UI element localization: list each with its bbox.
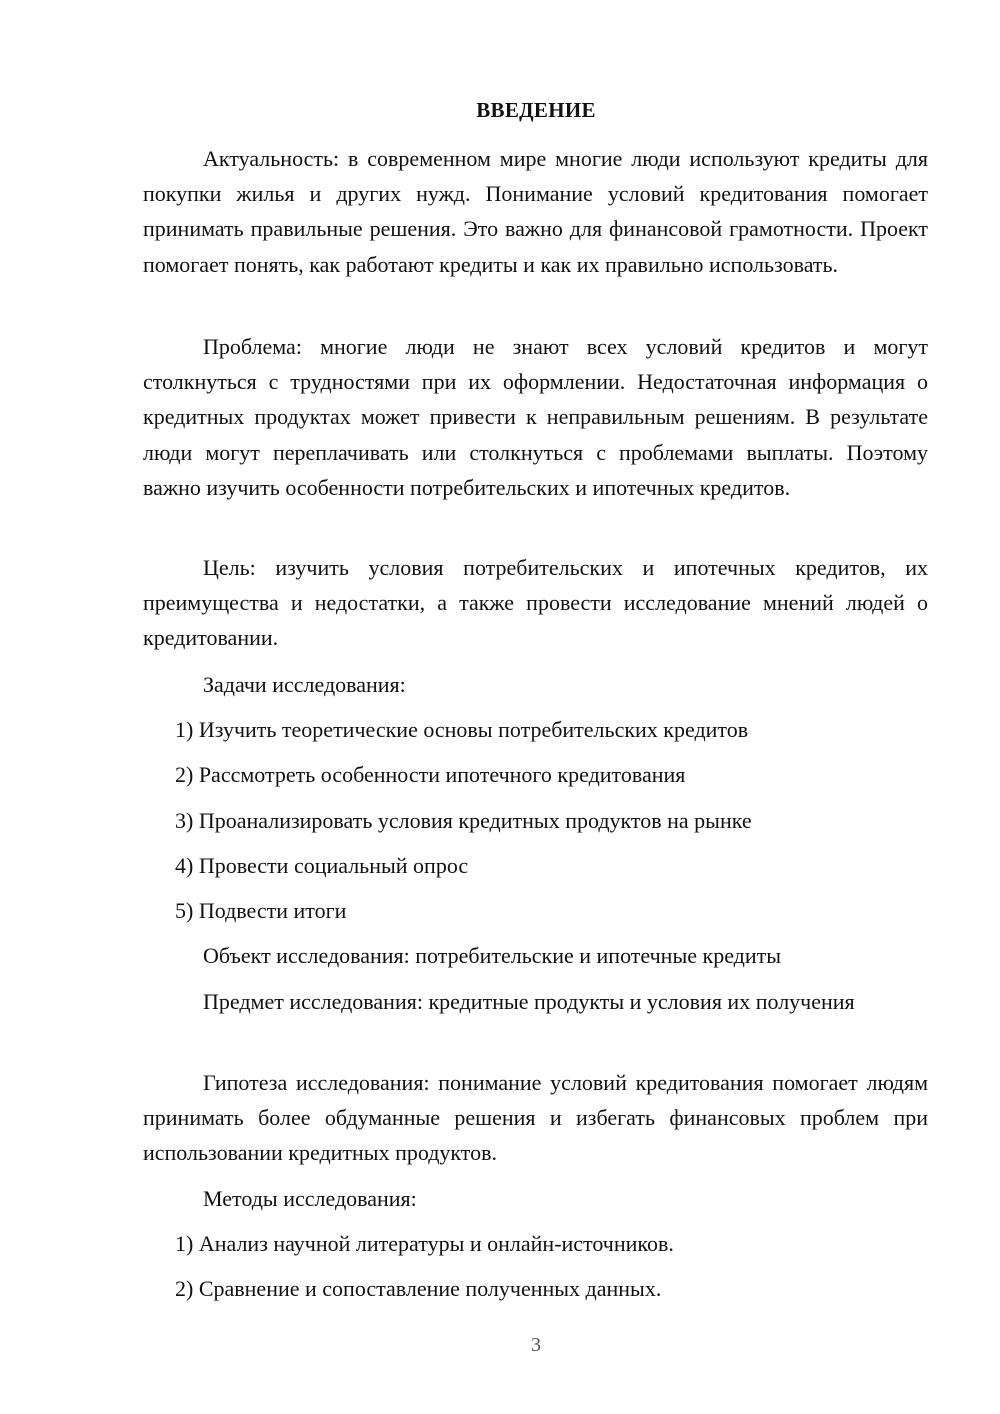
goal-paragraph: Цель: изучить условия потребительских и ипотечных кредитов, их преимущества и недостатки, а также провести исследование мнений людей о кредитовании. [143, 555, 928, 651]
tasks-heading: Задачи исследования: [203, 672, 406, 697]
object-paragraph: Объект исследования: потребительские и ипотечные кредиты [203, 943, 782, 968]
problem-paragraph: Проблема: многие люди не знают всех условий кредитов и могут столкнуться с трудностями при их оформлении. Недостаточная информация о кредитных продуктах может привести к неправильным решениям. В результате люди могут переплачивать или столкнуться с проблемами выплаты. Поэтому важно изучить особенности потребительских и ипотечных кредитов. [143, 334, 928, 500]
list-item: 4) Провести социальный опрос [175, 853, 469, 878]
subject-paragraph: Предмет исследования: кредитные продукты и условия их получения [203, 989, 855, 1014]
page-number: 3 [531, 1334, 541, 1356]
list-item: 2) Рассмотреть особенности ипотечного кредитования [175, 762, 686, 787]
list-item: 1) Анализ научной литературы и онлайн-источников. [175, 1231, 674, 1256]
hypothesis-paragraph: Гипотеза исследования: понимание условий кредитования помогает людям принимать более обдуманные решения и избегать финансовых проблем при использовании кредитных продуктов. [143, 1070, 928, 1166]
list-item: 1) Изучить теоретические основы потребительских кредитов [175, 717, 749, 742]
list-item: 2) Сравнение и сопоставление полученных данных. [175, 1276, 662, 1301]
list-item: 3) Проанализировать условия кредитных продуктов на рынке [175, 808, 752, 833]
list-item: 5) Подвести итоги [175, 898, 347, 923]
relevance-paragraph: Актуальность: в современном мире многие люди используют кредиты для покупки жилья и других нужд. Понимание условий кредитования помогает принимать правильные решения. Это важно для финансовой грамотности. Проект помогает понять, как работают кредиты и как их правильно использовать. [143, 146, 928, 277]
methods-heading: Методы исследования: [203, 1186, 417, 1211]
page-title: ВВЕДЕНИЕ [476, 98, 596, 122]
